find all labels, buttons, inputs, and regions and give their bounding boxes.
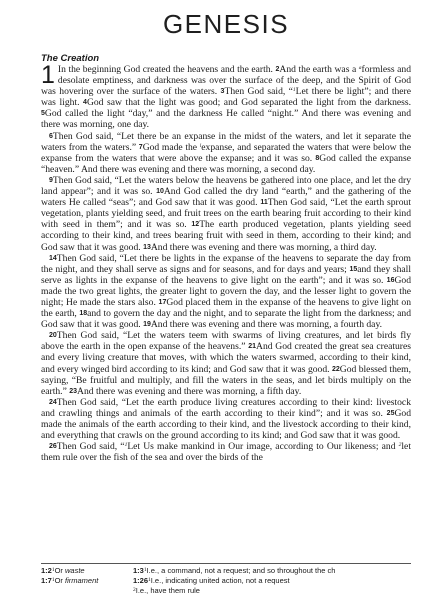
verse-text: And there was evening and there was morning, a fifth day. bbox=[77, 385, 302, 397]
footnote-mark: 1 bbox=[51, 567, 55, 573]
scripture-text bbox=[41, 61, 412, 464]
verse-text: And there was evening and there was morning, a fourth day. bbox=[150, 319, 383, 331]
verse-number: 11 bbox=[260, 199, 268, 207]
verse-text: God called the light “day,” and the darkness He called “night.” And there was evening and there was morning, one day. bbox=[41, 108, 411, 131]
verse-text: Let Us make mankind in Our image, according to Our likeness; and bbox=[127, 441, 399, 453]
verse-text: God blessed them, saying, “Be fruitful and multiply, and fill the waters in the seas, and let birds multiply on the earth.” bbox=[41, 363, 411, 397]
verse-text: God made the two great lights, the greater light to govern the day, and the lesser light to govern the night; He made the stars also. bbox=[41, 274, 411, 308]
verse-text: And there was evening and there was morning, a third day. bbox=[150, 241, 377, 253]
verse-text: The earth produced vegetation, plants yielding seed according to their kind, and trees bearing fruit with seed in them, according to their kind; and God saw that it was good. bbox=[41, 219, 411, 253]
footnote-italic: firmament bbox=[65, 575, 99, 585]
verse-number: 15 bbox=[349, 265, 358, 273]
paragraph bbox=[41, 397, 411, 441]
verse-text: formless and desolate emptiness, and darkness was over the surface of the deep, and the Spirit of God was hovering over the surface of the waters. bbox=[41, 64, 411, 98]
footnote-mark: 1 bbox=[51, 576, 55, 583]
verse-text: Then God said, “Let there be an expanse in the midst of the waters, and let it separate the waters from the waters.” bbox=[41, 130, 411, 153]
verse-number: 3 bbox=[220, 88, 225, 96]
paragraph bbox=[41, 131, 411, 175]
verse-number: 8 bbox=[315, 154, 320, 162]
verse-text: Then God said, “Let there be lights in the expanse of the heavens to separate the day from the night, and they shall serve as signs and for seasons, and for days and years; bbox=[41, 252, 411, 275]
verse-text: And God created the great sea creatures and every living creature that moves, with which the waters swarmed, according to their kind, and every winged bird according to its kind; and God saw that it was good. bbox=[41, 341, 411, 375]
verse-number: 4 bbox=[83, 99, 87, 107]
footnote-text: Or bbox=[54, 575, 66, 585]
footnote-marker[interactable]: 1 bbox=[292, 87, 296, 94]
verse-text: God called the expanse “heaven.” And there was evening and there was morning, a second day. bbox=[41, 152, 411, 175]
verse-number: 17 bbox=[158, 298, 167, 306]
footnote-row bbox=[41, 576, 411, 586]
footnote-marker[interactable]: 1 bbox=[124, 442, 128, 449]
footnote-text: I.e., have them rule bbox=[135, 585, 200, 595]
footnote-text: Or bbox=[54, 566, 66, 575]
verse-number: 21 bbox=[248, 343, 257, 351]
verse-text: and to govern the day and the night, and to separate the light from the darkness; and God saw that it was good. bbox=[41, 308, 411, 331]
verse-number: 10 bbox=[156, 188, 164, 196]
verse-text: And the earth was a bbox=[279, 64, 359, 75]
verse-number: 13 bbox=[143, 243, 151, 251]
verse-text: God made the bbox=[142, 141, 200, 153]
footnote-row bbox=[41, 586, 411, 596]
verse-number: 2 bbox=[275, 66, 280, 73]
verse-text: and they shall serve as lights in the expanse of the heavens to give light on the earth”; and it was so. bbox=[41, 263, 411, 286]
verse-text: And God called the dry land “earth,” and the gathering of the waters He called “seas”; and God saw that it was good. bbox=[41, 186, 411, 209]
verse-number: 6 bbox=[49, 132, 53, 140]
paragraph bbox=[41, 175, 411, 253]
book-title: GENESIS bbox=[162, 9, 290, 39]
verse-text: God saw that the light was good; and God separated the light from the darkness. bbox=[86, 97, 411, 109]
paragraph bbox=[41, 441, 411, 463]
footnote-mark: 2 bbox=[133, 586, 136, 593]
verse-text: Then God said, “ bbox=[56, 441, 125, 453]
footnote-row bbox=[41, 566, 411, 576]
section-heading: The Creation bbox=[41, 53, 100, 64]
verse-number: 22 bbox=[331, 365, 340, 373]
verse-text: let them rule over the fish of the sea and over the birds of the bbox=[41, 441, 411, 464]
footnote-mark: 1 bbox=[143, 567, 147, 573]
footnote-ref: 1:3 bbox=[133, 566, 144, 575]
verse-number: 5 bbox=[41, 110, 45, 118]
verse-number: 18 bbox=[79, 310, 88, 318]
verse-text: In the beginning God created the heavens and the earth. bbox=[57, 64, 276, 75]
verse-text: God made the animals of the earth according to their kind, and the livestock according to their kind, and everything that crawls on the ground according to its kind; and God saw that it was good. bbox=[41, 407, 411, 442]
footnote-marker[interactable]: l bbox=[199, 142, 202, 149]
verse-text: God placed them in the expanse of the heavens to give light on the earth, bbox=[41, 296, 411, 320]
paragraph bbox=[41, 253, 411, 331]
paragraph bbox=[41, 330, 411, 397]
verse-text: Then God said, “Let the earth sprout vegetation, plants yielding seed, and fruit trees on the earth bearing fruit according to their kind with seed in them”; and it was so. bbox=[41, 197, 411, 231]
footnote-marker[interactable]: a bbox=[358, 65, 362, 71]
footnote-ref: 1:2 bbox=[41, 566, 52, 575]
footnote-italic: waste bbox=[65, 566, 85, 575]
footnote-mark: 1 bbox=[148, 576, 151, 583]
verse-number: 7 bbox=[138, 143, 143, 151]
verse-text: Then God said, “Let the waters teem with swarms of living creatures, and let birds fly above the earth in the open expanse of the heavens.” bbox=[41, 330, 411, 353]
footnote-marker[interactable]: 2 bbox=[398, 442, 402, 449]
verse-text: Then God said, “Let the waters below the heavens be gathered into one place, and let the dry land appear”; and it was so. bbox=[41, 174, 411, 198]
verse-number: 20 bbox=[49, 332, 57, 340]
verse-text: Then God said, “Let the earth produce living creatures according to their kind: livestock and crawling things and animals of the earth according to their kind”; and it was so. bbox=[41, 396, 411, 419]
footnote-ref: 1:26 bbox=[133, 575, 149, 585]
verse-number: 14 bbox=[49, 254, 57, 262]
footnote-text: I.e., indicating united action, not a request bbox=[150, 575, 290, 585]
paragraph bbox=[41, 61, 412, 131]
verse-number: 12 bbox=[191, 221, 200, 229]
verse-number: 16 bbox=[386, 276, 395, 284]
verse-number: 25 bbox=[386, 409, 395, 417]
verse-text: Then God said, “ bbox=[224, 86, 293, 98]
verse-number: 24 bbox=[49, 398, 57, 406]
verse-number: 26 bbox=[49, 443, 57, 451]
footnote-text: I.e., a command, not a request; and so throughout the ch bbox=[146, 566, 336, 575]
verse-text: Let there be light”; and there was light. bbox=[41, 86, 412, 109]
verse-text: expanse, and separated the waters that were below the expanse from the waters that were above the expanse; and it was so. bbox=[41, 141, 411, 164]
verse-number: 19 bbox=[143, 321, 151, 329]
verse-number: 9 bbox=[49, 176, 53, 184]
verse-number: 23 bbox=[69, 387, 78, 395]
footnotes-section bbox=[41, 563, 411, 595]
footnote-ref: 1:7 bbox=[41, 575, 52, 585]
chapter-number: 1 bbox=[41, 61, 55, 89]
